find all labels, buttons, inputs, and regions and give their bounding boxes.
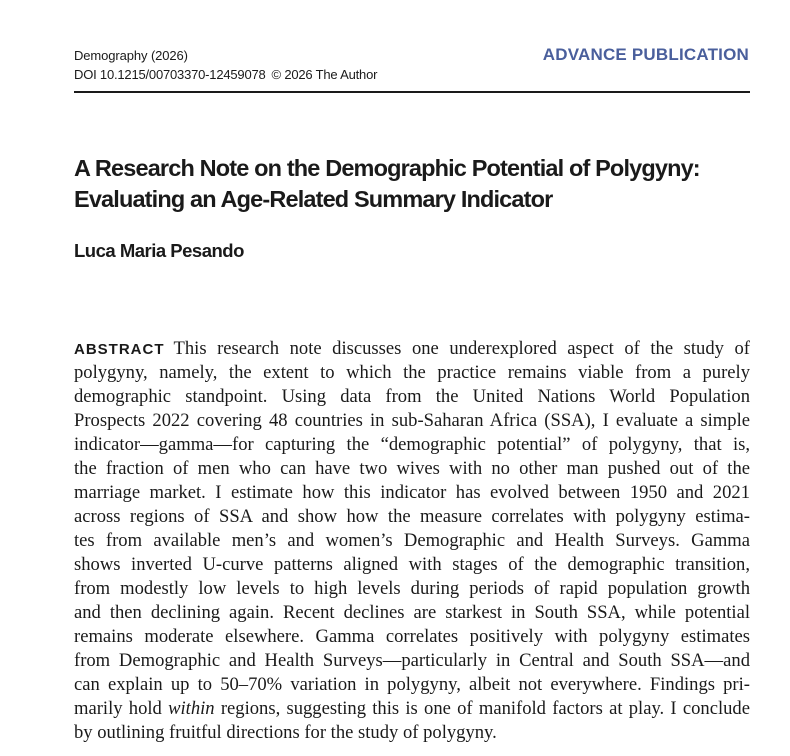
title-line: Evaluating an Age-Related Summary Indicator xyxy=(74,186,553,212)
doi-link[interactable]: DOI 10.1215/00703370-12459078 xyxy=(74,67,266,82)
abstract-line: demographic standpoint. Using data from the United Nations World Population xyxy=(74,386,750,407)
abstract-line: remains moderate elsewhere. Gamma correlates positively with polygyny estimates xyxy=(74,626,750,647)
abstract-line: indicator—gamma—for capturing the “demographic potential” of polygyny, that is, xyxy=(74,434,750,455)
article-header xyxy=(74,47,750,93)
copyright-notice: © 2026 The Author xyxy=(271,67,378,82)
doi-line xyxy=(74,66,377,83)
article-title xyxy=(74,153,764,215)
abstract-line: marriage market. I estimate how this indicator has evolved between 1950 and 2021 xyxy=(74,482,750,503)
abstract-line: tes from available men’s and women’s Demographic and Health Surveys. Gamma xyxy=(74,530,750,551)
abstract-text: This research note discusses one underexplored aspect of the study of xyxy=(173,338,750,359)
abstract-line: Prospects 2022 covering 48 countries in sub-Saharan Africa (SSA), I evaluate a simple xyxy=(74,410,750,431)
emphasis-within: within xyxy=(168,698,215,719)
title-line: A Research Note on the Demographic Potential of Polygyny: xyxy=(74,155,700,181)
abstract-line: can explain up to 50–70% variation in polygyny, albeit not everywhere. Findings pri- xyxy=(74,674,750,695)
abstract-line: from Demographic and Health Surveys—particularly in Central and South SSA—and xyxy=(74,650,750,671)
abstract-text: marily hold xyxy=(74,698,162,719)
advance-publication-badge: ADVANCE PUBLICATION xyxy=(542,45,749,64)
abstract xyxy=(74,337,750,745)
abstract-text: regions, suggesting this is one of manifold factors at play. I conclude xyxy=(220,698,750,719)
abstract-line: from modestly low levels to high levels during periods of rapid population growth xyxy=(74,578,750,599)
abstract-line: by outlining fruitful directions for the study of polygyny. xyxy=(74,722,497,743)
abstract-line xyxy=(74,697,750,721)
abstract-line: across regions of SSA and show how the measure correlates with polygyny estima- xyxy=(74,506,750,527)
abstract-line: the fraction of men who can have two wives with no other man pushed out of the xyxy=(74,458,750,479)
abstract-label: ABSTRACT xyxy=(74,341,165,358)
abstract-line xyxy=(74,337,750,361)
abstract-line: polygyny, namely, the extent to which the practice remains viable from a purely xyxy=(74,362,750,383)
abstract-line: and then declining again. Recent declines are starkest in South SSA, while potential xyxy=(74,602,750,623)
journal-name: Demography (2026) xyxy=(74,48,188,63)
abstract-line: shows inverted U-curve patterns aligned with stages of the demographic transition, xyxy=(74,554,750,575)
author-name: Luca Maria Pesando xyxy=(74,240,244,261)
